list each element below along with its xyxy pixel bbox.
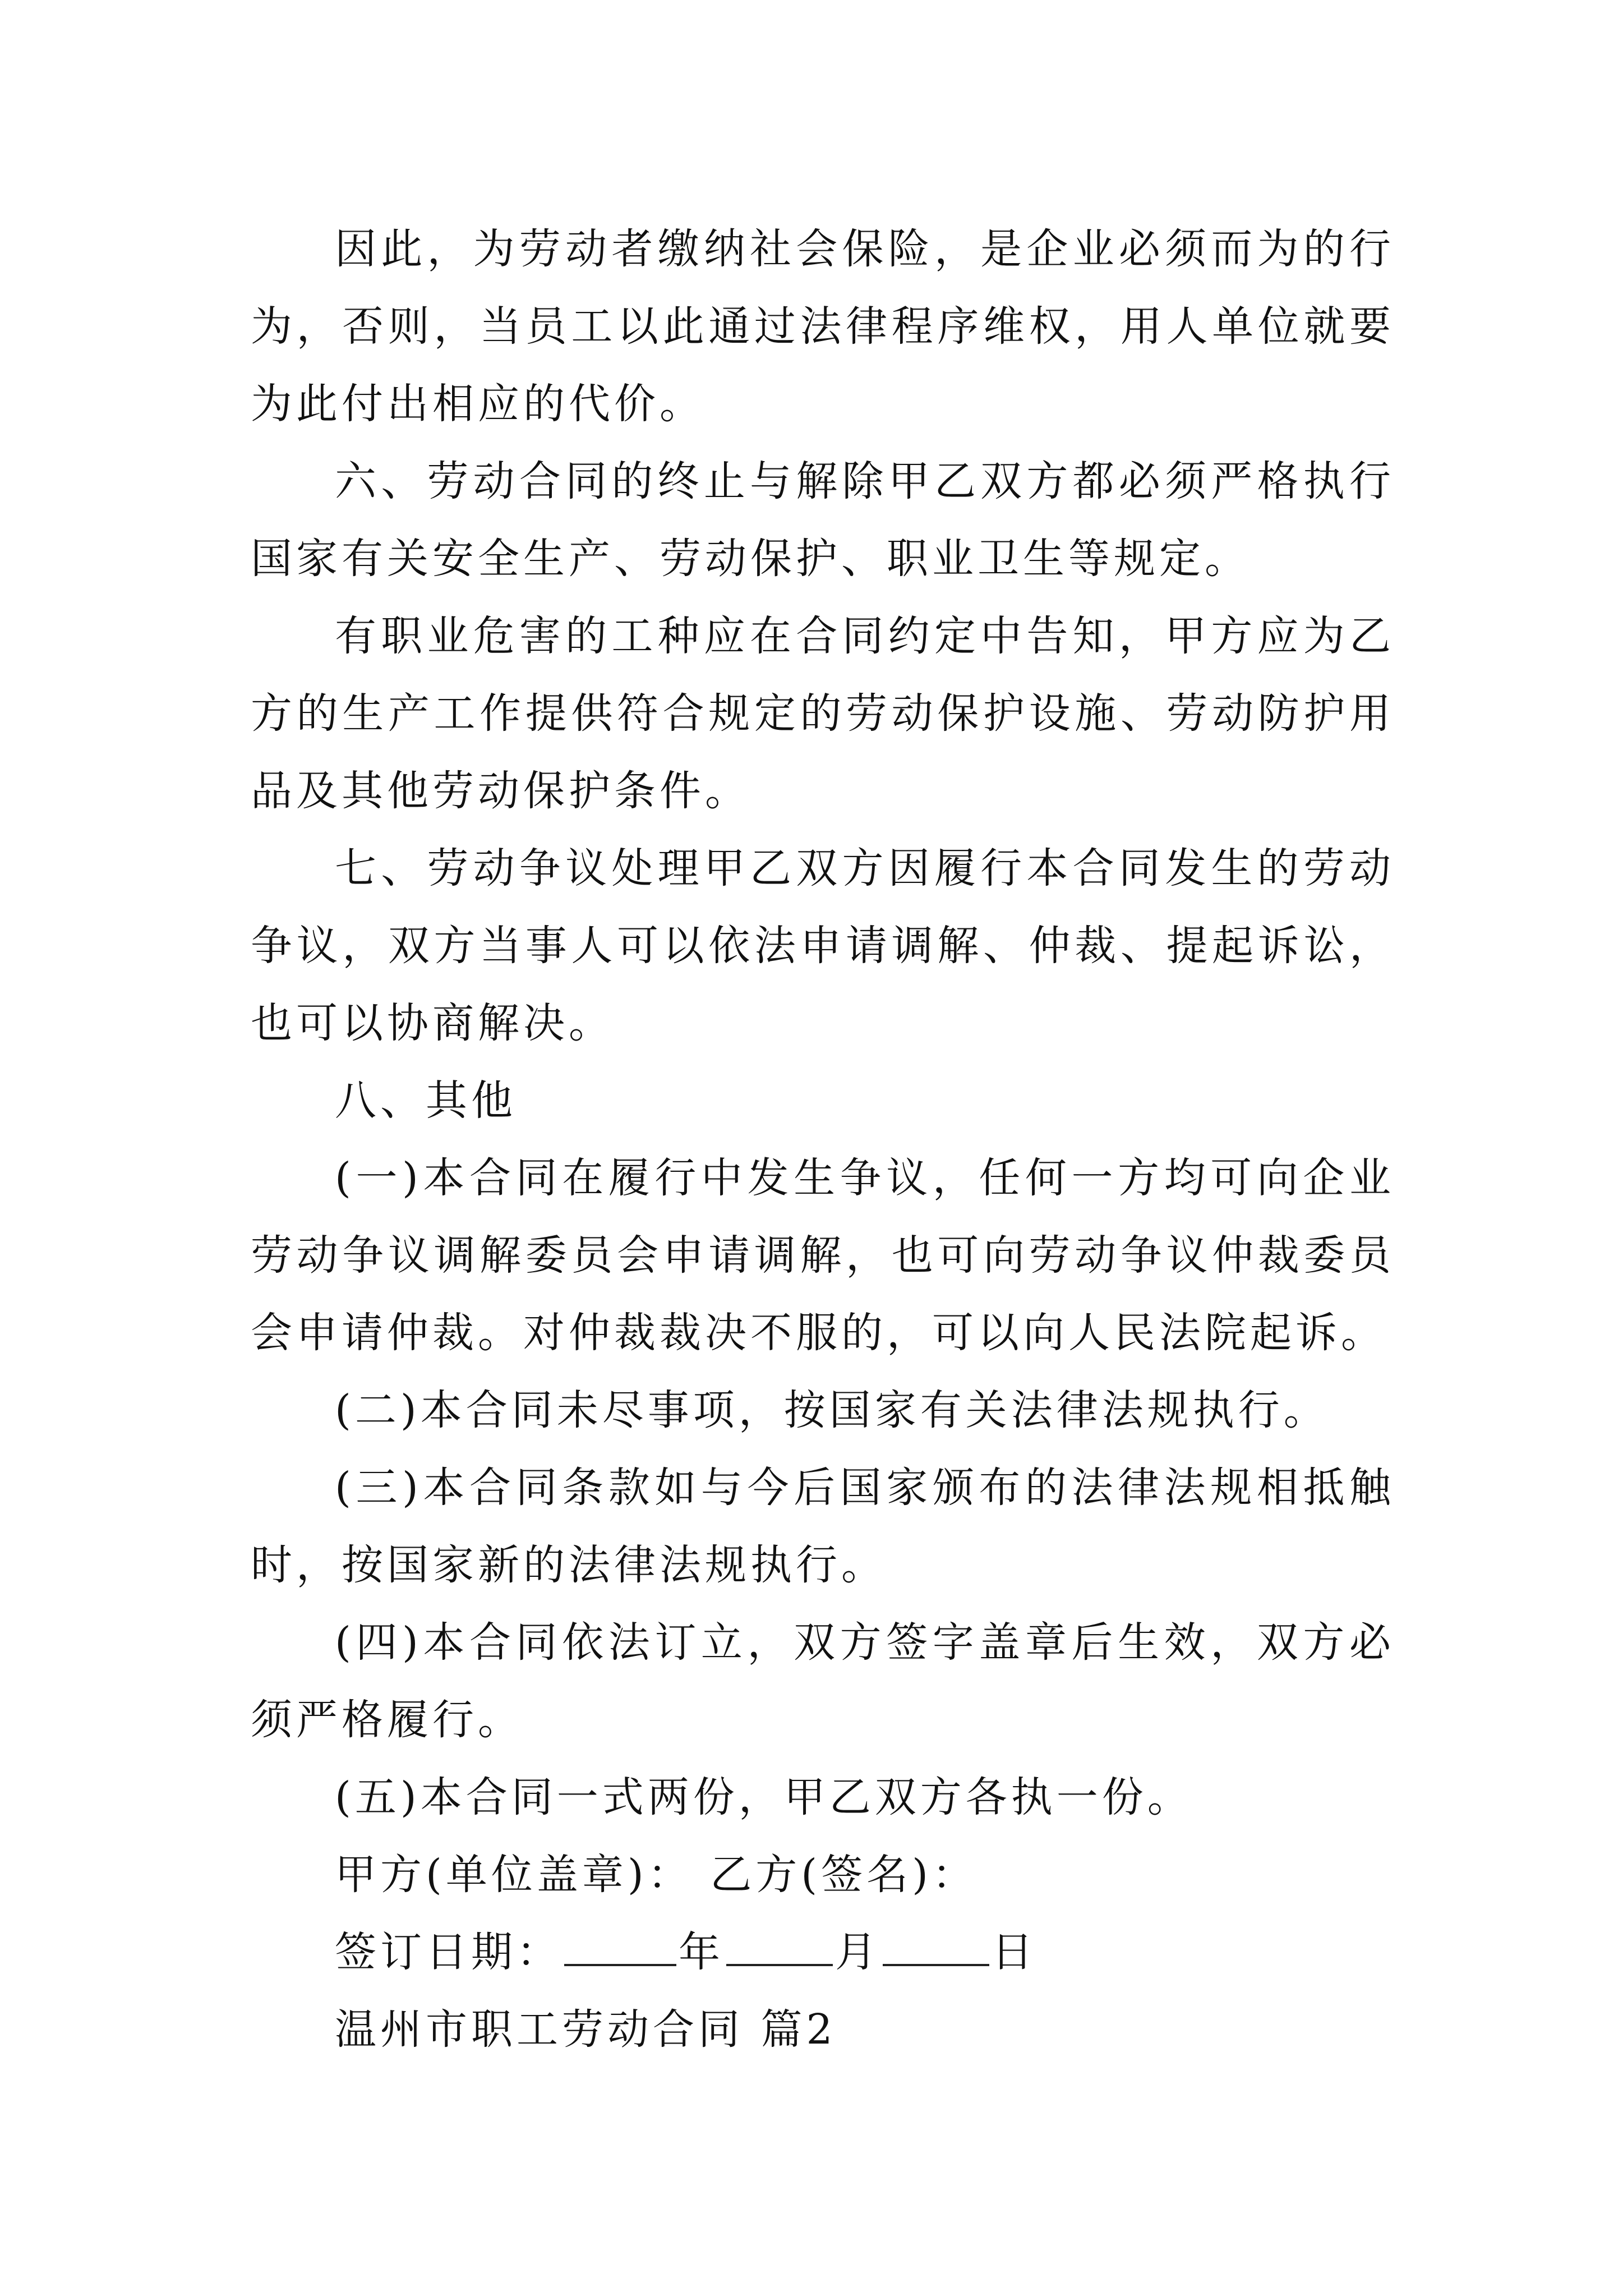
sign-date-label: 签订日期： [335, 1928, 562, 1976]
document-body [251, 210, 1395, 2068]
next-contract-title: 温州市职工劳动合同 篇2 [335, 2005, 837, 2054]
paragraph-social-insurance: 因此，为劳动者缴纳社会保险，是企业必须而为的行为，否则，当员工以此通过法律程序维权，用人单位就要为此付出相应的代价。 [251, 225, 1395, 428]
paragraph-section-6: 六、劳动合同的终止与解除甲乙双方都必须严格执行国家有关安全生产、劳动保护、职业卫生等规定。 [251, 457, 1395, 583]
paragraph-clause-3: (三)本合同条款如与今后国家颁布的法律法规相抵触时，按国家新的法律法规执行。 [251, 1464, 1395, 1589]
party-b-sign-label: 乙方(签名)： [710, 1851, 978, 1899]
sign-date-line [251, 1913, 1395, 1991]
party-a-seal-label: 甲方(单位盖章)： [335, 1851, 693, 1899]
month-label: 月 [835, 1928, 880, 1976]
signature-line [251, 1836, 1395, 1913]
paragraph-section-7: 七、劳动争议处理甲乙双方因履行本合同发生的劳动争议，双方当事人可以依法申请调解、仲裁、提起诉讼，也可以协商解决。 [251, 844, 1395, 1047]
paragraph-section-8-heading: 八、其他 [335, 1076, 517, 1125]
paragraph-clause-4: (四)本合同依法订立，双方签字盖章后生效，双方必须严格履行。 [251, 1618, 1395, 1744]
month-blank [726, 1925, 833, 1966]
paragraph-clause-5: (五)本合同一式两份，甲乙双方各执一份。 [335, 1773, 1193, 1821]
paragraph-occupational-hazard: 有职业危害的工种应在合同约定中告知，甲方应为乙方的生产工作提供符合规定的劳动保护设施、劳动防护用品及其他劳动保护条件。 [251, 612, 1395, 815]
paragraph-clause-2: (二)本合同未尽事项，按国家有关法律法规执行。 [335, 1386, 1329, 1434]
day-blank [883, 1925, 989, 1966]
day-label: 日 [992, 1928, 1037, 1976]
year-blank [564, 1925, 676, 1966]
year-label: 年 [679, 1928, 724, 1976]
paragraph-clause-1: (一)本合同在履行中发生争议，任何一方均可向企业劳动争议调解委员会申请调解，也可向劳动争议仲裁委员会申请仲裁。对仲裁裁决不服的，可以向人民法院起诉。 [251, 1154, 1395, 1357]
